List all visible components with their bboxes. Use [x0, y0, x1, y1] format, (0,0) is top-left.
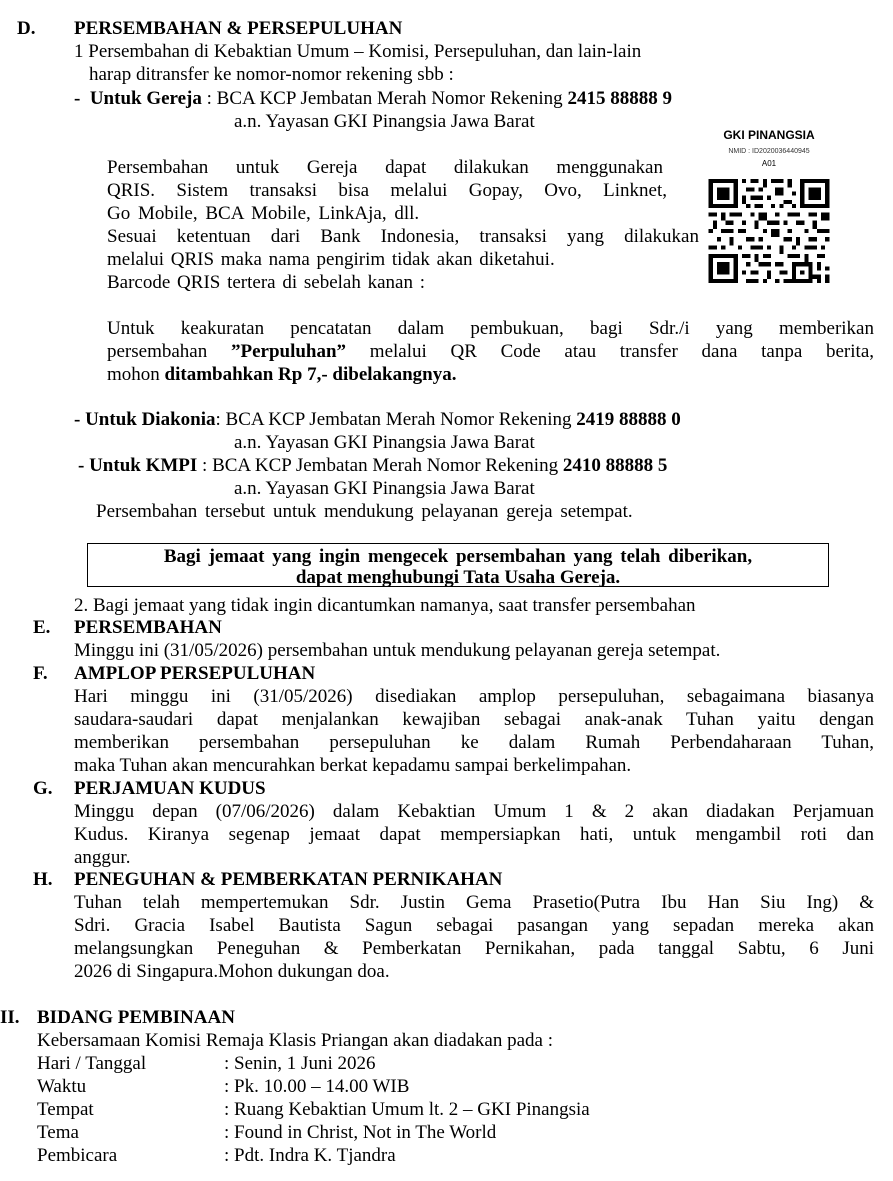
kmpi-account-number: 2410 88888 5: [562, 455, 668, 476]
section-h-line-3: melangsungkan Peneguhan & Pemberkatan Pernikahan, pada tanggal Sabtu, 6 Juni: [74, 938, 874, 959]
section-h-line-2: Sdri. Gracia Isabel Bautista Sagun sebagai pasangan yang sepadan mereka akan: [74, 915, 874, 936]
section-ii-intro: Kebersamaan Komisi Remaja Klasis Priangan akan diadakan pada :: [37, 1030, 553, 1051]
section-d-letter: D.: [17, 18, 36, 39]
event-value-theme: : Found in Christ, Not in The World: [224, 1122, 497, 1143]
event-value-speaker: : Pdt. Indra K. Tjandra: [224, 1145, 396, 1166]
diakonia-account-number: 2419 88888 0: [576, 409, 681, 430]
section-h-letter: H.: [33, 869, 53, 890]
support-statement: Persembahan tersebut untuk mendukung pelayanan gereja setempat.: [96, 501, 633, 522]
accuracy-line-3: [107, 363, 457, 386]
section-g-line-1: Minggu depan (07/06/2026) dalam Kebaktian Umum 1 & 2 akan diadakan Perjamuan: [74, 801, 874, 822]
qris-code: [703, 128, 835, 288]
diakonia-account-line: [74, 408, 681, 431]
section-ii-numeral: II.: [0, 1007, 20, 1028]
qris-line-5: melalui QRIS maka nama pengirim tidak akan diketahui.: [107, 249, 555, 270]
add-rp7-instruction: ditambahkan Rp 7,- dibelakangnya.: [164, 364, 457, 385]
event-label-date: Hari / Tanggal: [37, 1053, 147, 1074]
event-label-place: Tempat: [37, 1099, 94, 1120]
section-f-line-1: Hari minggu ini (31/05/2026) disediakan amplop persepuluhan, sebagaimana biasanya: [74, 686, 874, 707]
notice-box: [87, 543, 829, 587]
gereja-label: Untuk Gereja: [89, 88, 202, 109]
accuracy-line-2a: persembahan: [107, 341, 231, 362]
gereja-account-number: 2415 88888 9: [567, 88, 672, 109]
gereja-prefix: -: [74, 88, 81, 109]
qr-code-id: A01: [761, 159, 777, 168]
section-d-p1-line2: harap ditransfer ke nomor-nomor rekening sbb :: [89, 64, 454, 85]
diakonia-label: - Untuk Diakonia: [74, 409, 216, 430]
accuracy-line-2: [107, 340, 874, 363]
accuracy-line-2c: melalui QR Code atau transfer dana tanpa berita,: [346, 341, 874, 362]
qris-line-4: Sesuai ketentuan dari Bank Indonesia, transaksi yang dilakukan: [107, 226, 699, 247]
section-g-letter: G.: [33, 778, 53, 799]
section-f-line-4: maka Tuhan akan mencurahkan berkat kepadamu sampai berkelimpahan.: [74, 755, 632, 776]
kmpi-account-owner: a.n. Yayasan GKI Pinangsia Jawa Barat: [234, 478, 535, 499]
diakonia-bank-text: : BCA KCP Jembatan Merah Nomor Rekening: [215, 409, 577, 430]
section-f-letter: F.: [33, 663, 48, 684]
event-value-date: : Senin, 1 Juni 2026: [224, 1053, 376, 1074]
accuracy-line-3a: mohon: [107, 364, 165, 385]
section-e-title: PERSEMBAHAN: [74, 617, 222, 638]
gereja-account-line: [74, 87, 672, 110]
section-d-title: PERSEMBAHAN & PERSEPULUHAN: [74, 18, 403, 39]
perpuluhan-term: ”Perpuluhan”: [230, 341, 347, 362]
kmpi-account-line: [78, 454, 667, 477]
section-g-line-3: anggur.: [74, 847, 131, 868]
section-e-letter: E.: [33, 617, 51, 638]
qr-matrix-icon: [708, 179, 830, 283]
section-ii-title: BIDANG PEMBINAAN: [37, 1007, 235, 1028]
kmpi-label: - Untuk KMPI: [78, 455, 198, 476]
qris-line-6: Barcode QRIS tertera di sebelah kanan :: [107, 272, 425, 293]
section-f-line-3: memberikan persembahan persepuluhan ke dalam Rumah Perbendaharaan Tuhan,: [74, 732, 874, 753]
event-label-speaker: Pembicara: [37, 1145, 118, 1166]
accuracy-line-1: Untuk keakuratan pencatatan dalam pembukuan, bagi Sdr./i yang memberikan: [107, 318, 874, 339]
qris-line-1: Persembahan untuk Gereja dapat dilakukan menggunakan: [107, 157, 663, 178]
section-d-p1-line1: 1 Persembahan di Kebaktian Umum – Komisi, Persepuluhan, dan lain-lain: [74, 41, 642, 62]
gereja-account-owner: a.n. Yayasan GKI Pinangsia Jawa Barat: [234, 111, 535, 132]
qris-line-2: QRIS. Sistem transaksi bisa melalui Gopay, Ovo, Linknet,: [107, 180, 667, 201]
section-g-line-2: Kudus. Kiranya segenap jemaat dapat mempersiapkan hati, untuk mengambil roti dan: [74, 824, 874, 845]
section-g-title: PERJAMUAN KUDUS: [74, 778, 266, 799]
event-label-time: Waktu: [37, 1076, 87, 1097]
event-value-time: : Pk. 10.00 – 14.00 WIB: [224, 1076, 410, 1097]
notice-line-1: Bagi jemaat yang ingin mengecek persembahan yang telah diberikan,: [163, 546, 753, 567]
section-f-title: AMPLOP PERSEPULUHAN: [74, 663, 316, 684]
notice-line-2: dapat menghubungi Tata Usaha Gereja.: [295, 567, 621, 588]
event-value-place: : Ruang Kebaktian Umum lt. 2 – GKI Pinangsia: [224, 1099, 590, 1120]
section-f-line-2: saudara-saudari dapat menjalankan kewajiban sebagai anak-anak Tuhan yaitu dengan: [74, 709, 874, 730]
section-h-line-4: 2026 di Singapura.Mohon dukungan doa.: [74, 961, 390, 982]
kmpi-bank-text: : BCA KCP Jembatan Merah Nomor Rekening: [197, 455, 563, 476]
gereja-bank-text: : BCA KCP Jembatan Merah Nomor Rekening: [201, 88, 568, 109]
section-h-title: PENEGUHAN & PEMBERKATAN PERNIKAHAN: [74, 869, 503, 890]
qr-title: GKI PINANGSIA: [723, 128, 815, 142]
section-e-text: Minggu ini (31/05/2026) persembahan untuk mendukung pelayanan gereja setempat.: [74, 640, 721, 661]
diakonia-account-owner: a.n. Yayasan GKI Pinangsia Jawa Barat: [234, 432, 535, 453]
section-d-p2: 2. Bagi jemaat yang tidak ingin dicantumkan namanya, saat transfer persembahan: [74, 595, 696, 616]
section-h-line-1: Tuhan telah mempertemukan Sdr. Justin Gema Prasetio(Putra Ibu Han Siu Ing) &: [74, 892, 874, 913]
event-label-theme: Tema: [37, 1122, 79, 1143]
qr-nmid: NMID : ID2020036440945: [728, 148, 810, 155]
qris-line-3: Go Mobile, BCA Mobile, LinkAja, dll.: [107, 203, 420, 224]
